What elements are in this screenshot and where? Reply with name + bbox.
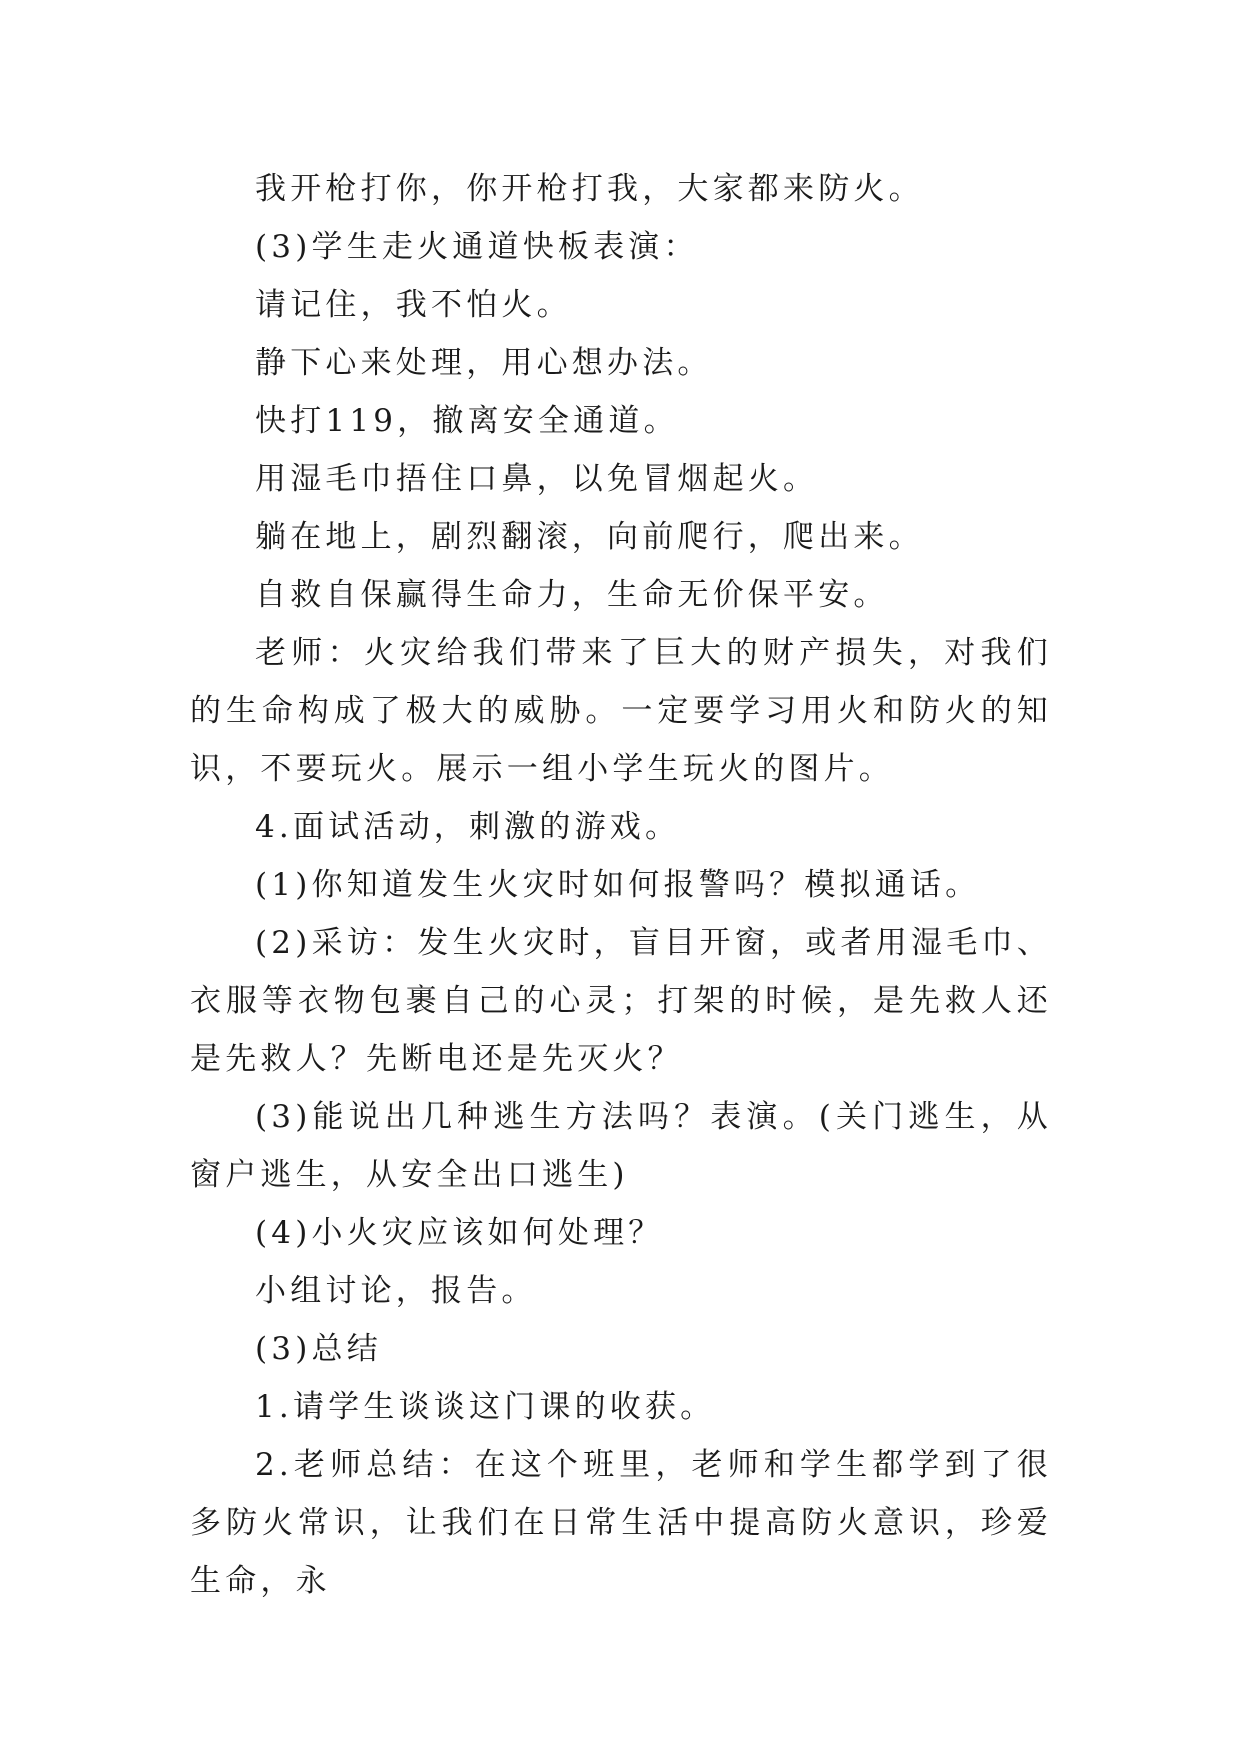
paragraph: 1.请学生谈谈这门课的收获。 [255,1389,716,1425]
paragraph: 4.面试活动，刺激的游戏。 [255,809,681,845]
paragraph: (3)能说出几种逃生方法吗？表演。(关门逃生，从窗户逃生，从安全出口逃生) [190,1099,1052,1193]
paragraph: 请记住，我不怕火。 [255,287,572,323]
paragraph: (1)你知道发生火灾时如何报警吗？模拟通话。 [255,867,981,903]
paragraph: (3)总结 [255,1331,382,1367]
paragraph: 用湿毛巾捂住口鼻，以免冒烟起火。 [255,461,819,497]
paragraph: (3)学生走火通道快板表演： [255,229,699,265]
paragraph: 我开枪打你，你开枪打我，大家都来防火。 [255,171,924,207]
document-body [190,160,1052,1610]
paragraph: 快打119，撤离安全通道。 [255,403,679,439]
paragraph: 老师：火灾给我们带来了巨大的财产损失，对我们的生命构成了极大的威胁。一定要学习用火和防火的知识，不要玩火。展示一组小学生玩火的图片。 [190,635,1052,787]
paragraph: 小组讨论，报告。 [255,1273,537,1309]
paragraph: 静下心来处理，用心想办法。 [255,345,713,381]
paragraph: (4)小火灾应该如何处理？ [255,1215,664,1251]
paragraph: 自救自保赢得生命力，生命无价保平安。 [255,577,889,613]
paragraph: (2)采访：发生火灾时，盲目开窗，或者用湿毛巾、衣服等衣物包裹自己的心灵；打架的时候，是先救人还是先救人？先断电还是先灭火？ [190,925,1052,1077]
paragraph: 2.老师总结：在这个班里，老师和学生都学到了很多防火常识，让我们在日常生活中提高防火意识，珍爱生命，永 [190,1447,1052,1599]
paragraph: 躺在地上，剧烈翻滚，向前爬行，爬出来。 [255,519,924,555]
